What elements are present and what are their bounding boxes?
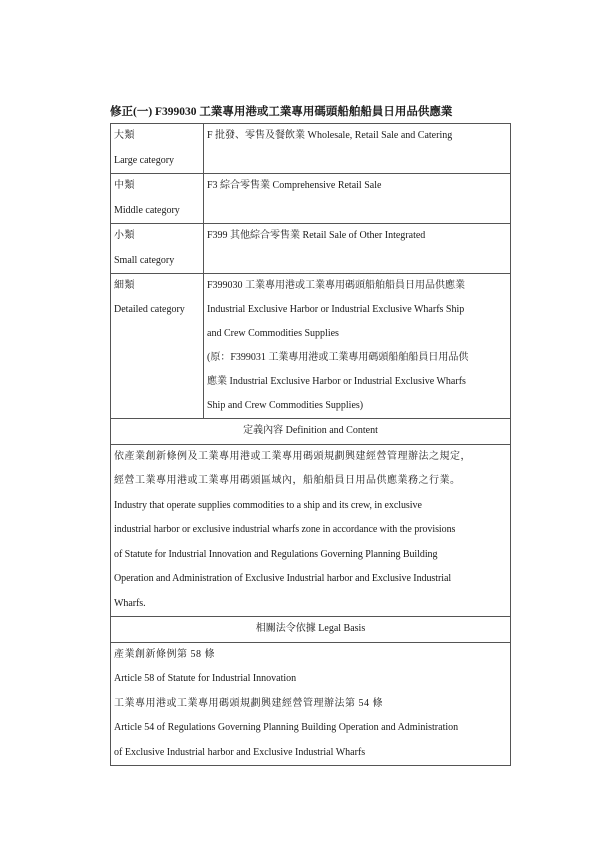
label-en: Detailed category bbox=[114, 304, 185, 315]
definition-heading: 定義內容 Definition and Content bbox=[111, 419, 511, 445]
definition-line: Wharfs. bbox=[114, 597, 146, 609]
definition-heading-row bbox=[111, 419, 511, 445]
detail-line: 應業 Industrial Exclusive Harbor or Industrial Exclusive Wharfs bbox=[207, 376, 466, 387]
definition-line: of Statute for Industrial Innovation and Regulations Governing Planning Building bbox=[114, 548, 438, 560]
value-cell bbox=[204, 174, 511, 224]
detail-line: F399030 工業專用港或工業專用碼頭船舶船員日用品供應業 bbox=[207, 280, 466, 291]
value-cell bbox=[204, 124, 511, 174]
detailed-value-cell bbox=[204, 274, 511, 419]
definition-line: industrial harbor or exclusive industrial wharfs zone in accordance with the provisions bbox=[114, 524, 456, 535]
label-cell bbox=[111, 124, 204, 174]
legal-line: 工業專用港或工業專用碼頭規劃興建經營管理辦法第 54 條 bbox=[114, 697, 383, 709]
category-value: F 批發、零售及餐飲業 Wholesale, Retail Sale and Catering bbox=[207, 130, 453, 141]
detail-line: and Crew Commodities Supplies bbox=[207, 328, 339, 339]
legal-line: of Exclusive Industrial harbor and Exclusive Industrial Wharfs bbox=[114, 746, 366, 758]
page-title: 修正(一) F399030 工業專用港或工業專用碼頭船舶船員日用品供應業 bbox=[110, 106, 453, 118]
label-en: Middle category bbox=[114, 204, 180, 216]
legal-basis-heading: 相關法令依據 Legal Basis bbox=[111, 617, 511, 643]
row-detailed-category bbox=[111, 274, 511, 419]
legal-line: Article 58 of Statute for Industrial Innovation bbox=[114, 673, 297, 684]
legal-basis-content-row bbox=[111, 642, 511, 766]
legal-basis-heading-row bbox=[111, 617, 511, 643]
category-value: F3 綜合零售業 Comprehensive Retail Sale bbox=[207, 180, 382, 191]
detail-line: (原：F399031 工業專用港或工業專用碼頭船舶船員日用品供 bbox=[207, 352, 469, 363]
label-zh: 大類 bbox=[114, 130, 135, 141]
detail-line: Ship and Crew Commodities Supplies) bbox=[207, 400, 364, 411]
label-cell bbox=[111, 174, 204, 224]
label-en: Large category bbox=[114, 154, 175, 166]
label-en: Small category bbox=[114, 254, 175, 266]
label-cell bbox=[111, 224, 204, 274]
definition-line: Operation and Administration of Exclusive Industrial harbor and Exclusive Industrial bbox=[114, 573, 452, 584]
row-small-category bbox=[111, 224, 511, 274]
definition-content bbox=[111, 444, 511, 617]
legal-line: 產業創新條例第 58 條 bbox=[114, 648, 215, 660]
label-zh: 細類 bbox=[114, 280, 135, 291]
definition-content-row bbox=[111, 444, 511, 617]
detail-line: Industrial Exclusive Harbor or Industrial Exclusive Wharfs Ship bbox=[207, 304, 465, 315]
row-large-category bbox=[111, 124, 511, 174]
row-middle-category bbox=[111, 174, 511, 224]
label-cell bbox=[111, 274, 204, 419]
legal-basis-content bbox=[111, 642, 511, 766]
legal-line: Article 54 of Regulations Governing Planning Building Operation and Administration bbox=[114, 722, 459, 733]
definition-line: 經營工業專用港或工業專用碼頭區域內，船舶船員日用品供應業務之行業。 bbox=[114, 475, 461, 486]
definition-line: 依產業創新條例及工業專用港或工業專用碼頭規劃興建經營管理辦法之規定， bbox=[114, 450, 471, 462]
category-value: F399 其他綜合零售業 Retail Sale of Other Integrated bbox=[207, 230, 426, 241]
category-table bbox=[110, 123, 511, 766]
label-zh: 小類 bbox=[114, 230, 135, 241]
definition-line: Industry that operate supplies commodities to a ship and its crew, in exclusive bbox=[114, 499, 422, 511]
value-cell bbox=[204, 224, 511, 274]
label-zh: 中類 bbox=[114, 180, 135, 191]
